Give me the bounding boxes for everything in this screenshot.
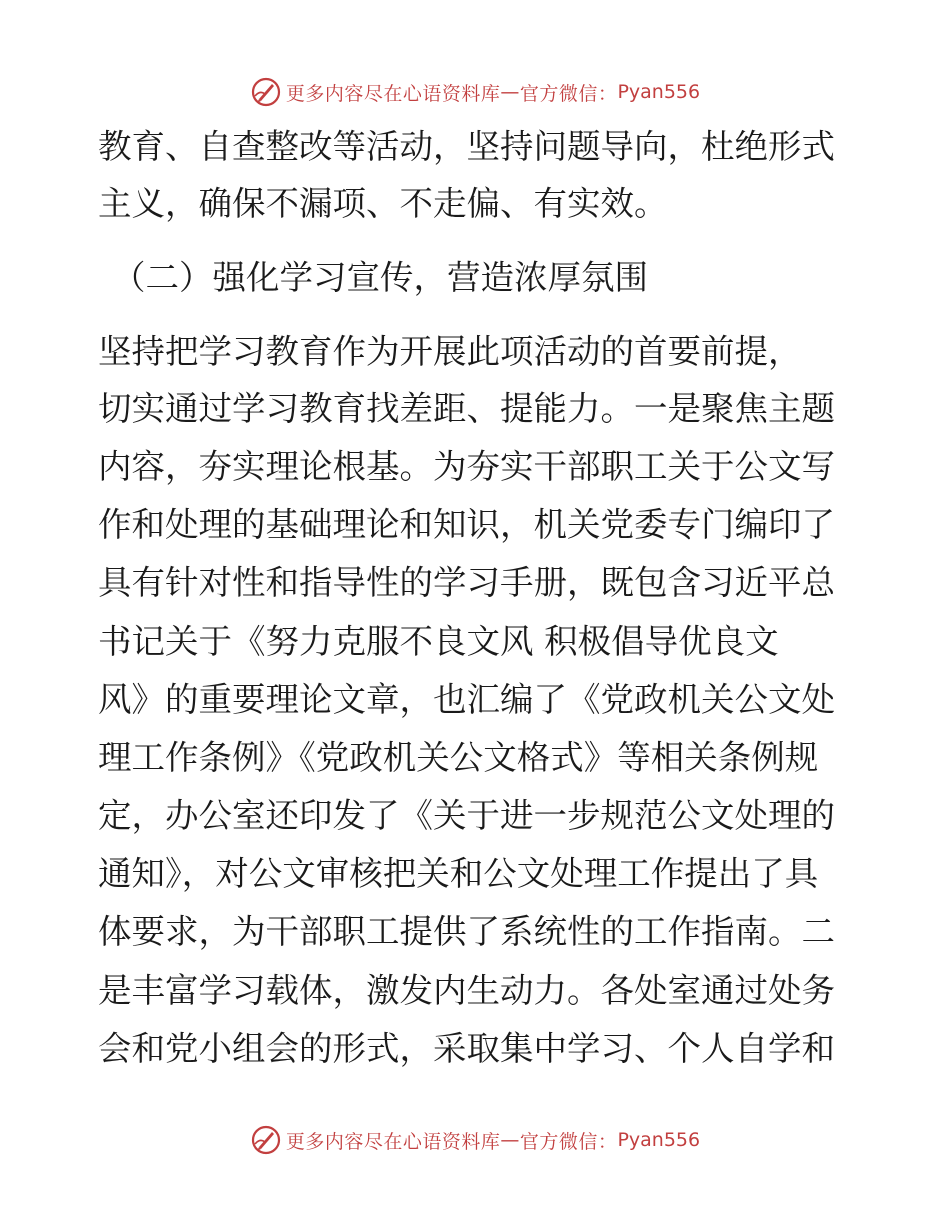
body-line: 理工作条例》《党政机关公文格式》等相关条例规 (98, 738, 819, 777)
body-line: 坚持把学习教育作为开展此项活动的首要前提， (98, 332, 802, 371)
body-line: 内容，夯实理论根基。为夯实干部职工关于公文写 (98, 447, 835, 486)
body-line: 教育、自查整改等活动，坚持问题导向，杜绝形式 (98, 127, 835, 166)
body-line: 主义，确保不漏项、不走偏、有实效。 (98, 184, 668, 223)
body-line: 风》的重要理论文章，也汇编了《党政机关公文处 (98, 680, 835, 719)
header-watermark (0, 72, 950, 112)
watermark-separator: — (500, 81, 520, 103)
quill-pen-logo-icon (250, 1124, 282, 1156)
watermark-separator: — (500, 1129, 520, 1151)
quill-pen-logo-icon (250, 76, 282, 108)
watermark-wechat-label: 官方微信： (519, 82, 618, 105)
body-line: 定，办公室还印发了《关于进一步规范公文处理的 (98, 796, 835, 835)
body-line: 具有针对性和指导性的学习手册，既包含习近平总 (98, 563, 835, 602)
section-heading: （二）强化学习宣传，营造浓厚氛围 (112, 258, 648, 297)
watermark-site-text: 更多内容尽在心语资料库 (285, 1130, 501, 1153)
body-line: 切实通过学习教育找差距、提能力。一是聚焦主题 (98, 389, 835, 428)
body-line: 通知》，对公文审核把关和公文处理工作提出了具 (98, 854, 819, 893)
watermark-wechat-id: Pyan556 (617, 81, 701, 103)
body-line: 书记关于《努力克服不良文风 积极倡导优良文 (98, 622, 779, 661)
watermark-wechat-id: Pyan556 (617, 1129, 701, 1151)
watermark-site-text: 更多内容尽在心语资料库 (285, 82, 501, 105)
watermark-wechat-label: 官方微信： (519, 1130, 618, 1153)
body-line: 作和处理的基础理论和知识，机关党委专门编印了 (98, 505, 835, 544)
footer-watermark (0, 1120, 950, 1160)
body-line: 是丰富学习载体，激发内生动力。各处室通过处务 (98, 971, 835, 1010)
body-line: 会和党小组会的形式，采取集中学习、个人自学和 (98, 1029, 835, 1068)
body-line: 体要求，为干部职工提供了系统性的工作指南。二 (98, 912, 835, 951)
